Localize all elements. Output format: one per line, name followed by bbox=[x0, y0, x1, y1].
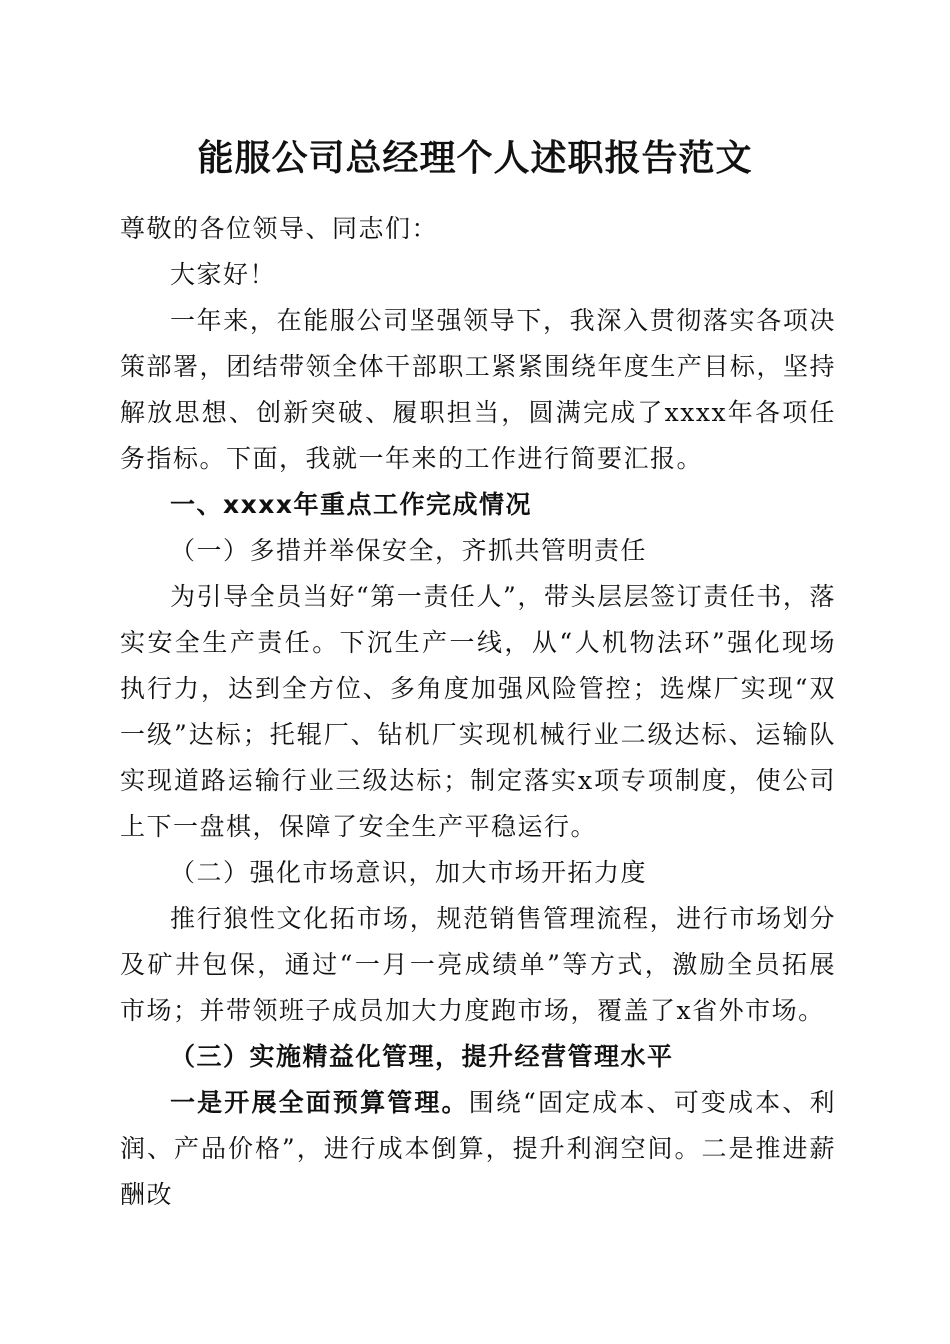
section-heading-1: 一、xxxx年重点工作完成情况 bbox=[170, 490, 533, 519]
subsection-heading-2: （二）强化市场意识，加大市场开拓力度 bbox=[170, 858, 648, 887]
subsection-lead-3: 一是开展全面预算管理。 bbox=[170, 1088, 469, 1117]
subsection-heading-1: （一）多措并举保安全，齐抓共管明责任 bbox=[170, 536, 648, 565]
intro-paragraph: 一年来，在能服公司坚强领导下，我深入贯彻落实各项决策部署，团结带领全体干部职工紧紧围绕年度生产目标，坚持解放思想、创新突破、履职担当，圆满完成了xxxx年各项任务指标。下面，我就一年来的工作进行简要汇报。 bbox=[120, 306, 836, 473]
subsection-body-2: 推行狼性文化拓市场，规范销售管理流程，进行市场划分及矿井包保，通过“一月一亮成绩单”等方式，激励全员拓展市场；并带领班子成员加大力度跑市场，覆盖了x省外市场。 bbox=[120, 904, 836, 1025]
greeting: 大家好！ bbox=[170, 260, 277, 289]
document-body bbox=[120, 206, 836, 1218]
salutation: 尊敬的各位领导、同志们： bbox=[120, 214, 439, 243]
subsection-body-3 bbox=[120, 1080, 836, 1218]
document-title: 能服公司总经理个人述职报告范文 bbox=[197, 137, 753, 179]
subsection-heading-3: （三）实施精益化管理，提升经营管理水平 bbox=[170, 1042, 674, 1071]
subsection-body-1: 为引导全员当好“第一责任人”，带头层层签订责任书，落实安全生产责任。下沉生产一线，从“人机物法环”强化现场执行力，达到全方位、多角度加强风险管控；选煤厂实现“双一级”达标；托辊厂、钻机厂实现机械行业二级达标、运输队实现道路运输行业三级达标；制定落实x项专项制度，使公司上下一盘棋，保障了安全生产平稳运行。 bbox=[120, 582, 836, 841]
subsection-text-3: 围绕“固定成本、可变成本、利润、产品价格”，进行成本倒算，提升利润空间。二是推进薪酬改 bbox=[120, 1088, 836, 1209]
